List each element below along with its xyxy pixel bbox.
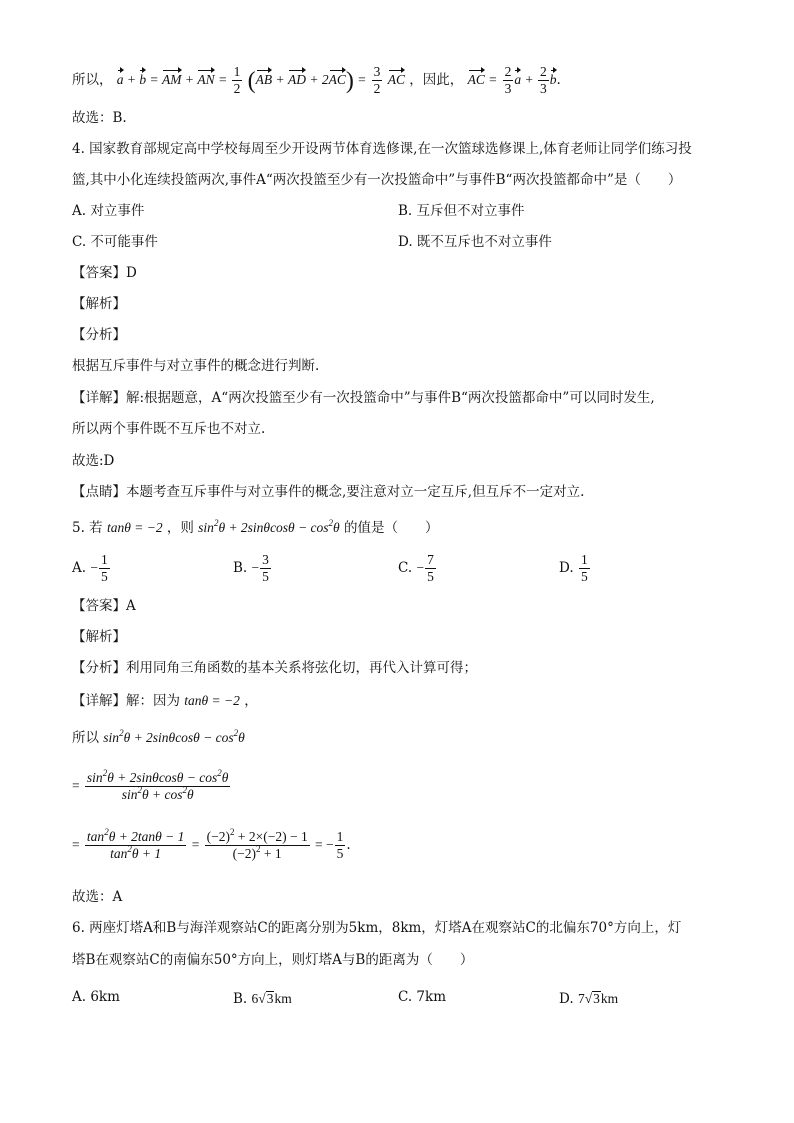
- q4-stem-line2: 篮,其中小化连续投篮两次,事件A“两次投篮至少有一次投篮命中”与事件B“两次投篮都命中”是（ ）: [72, 172, 682, 188]
- q5-stem-suffix: 的值是（ ）: [343, 520, 439, 536]
- q5-stem-prefix: 5. 若: [72, 520, 103, 536]
- q5-step1: = $\frac{\sin^2\theta + 2\sin\theta\cos\theta - \cos^2\theta}{\sin^2\theta + \cos^2\theta}$: [72, 768, 229, 802]
- q4-detail-line1: 【详解】解:根据题意，A“两次投篮至少有一次投篮命中”与事件B“两次投篮都命中”可以同时发生,: [72, 390, 655, 406]
- q5-final-frac: $\frac{1}{5}$: [336, 829, 344, 861]
- q5-stem-cond: tanθ = −2: [106, 520, 163, 535]
- q5-detail: 【详解】解：因为 tanθ = −2 ，: [72, 693, 258, 709]
- q4-option-c: C. 不可能事件: [72, 234, 158, 250]
- q3-frac-two-thirds-a: $\frac{2}{3}$: [504, 64, 512, 96]
- q3-frac-three-halves: $\frac{3}{2}$: [373, 64, 381, 96]
- q5-answer-label: 【答案】A: [72, 598, 136, 614]
- q5-choose: 故选：A: [72, 889, 123, 905]
- q4-detail-line2: 所以两个事件既不互斥也不对立.: [72, 421, 266, 437]
- q4-fenxi-label: 【分析】: [72, 327, 126, 343]
- q3-therefore: ，因此，: [409, 72, 464, 88]
- q5-so-line: 所以 $\sin^2\theta + 2\sin\theta\cos\theta - \cos^2\theta$: [72, 728, 245, 746]
- q4-answer-label: 【答案】D: [72, 265, 137, 281]
- q6-option-c: C. 7km: [398, 989, 447, 1005]
- q4-analysis-label: 【解析】: [72, 296, 126, 312]
- q5-step2: = $\frac{\tan^2\theta + 2\tan\theta - 1}{\tan^2\theta + 1}$ = $\frac{(-2)^2 + 2\times(-2) - 1}{(-2)^2 + 1}$ = − $\frac{1}{5}$ .: [72, 827, 351, 861]
- q3-result-lhs: AC =: [467, 72, 498, 87]
- q6-stem-line2: 塔B在观察站C的南偏东50°方向上，则灯塔A与B的距离为（ ）: [72, 952, 474, 968]
- q3-vector-ac: AC: [387, 72, 405, 87]
- q6-option-a: A. 6km: [72, 989, 120, 1005]
- q6-stem-line1: 6. 两座灯塔A和B与海洋观察站C的距离分别为5km，8km，灯塔A在观察站C的北偏东70°方向上，灯: [72, 920, 682, 936]
- q6-option-d: D. 7√3km: [559, 991, 619, 1007]
- q5-option-b: B. − $\frac{3}{5}$: [233, 552, 269, 584]
- q3-conclusion-line: 所以， a + b = AM + AN = $\frac{1}{2}$ (AB + AD + 2AC) = $\frac{3}{2}$ AC ，因此， AC = $\frac{2}{3}$ a + $\frac{2}{3}$ b.: [72, 64, 561, 96]
- q5-fenxi: 【分析】利用同角三角函数的基本关系将弦化切，再代入计算可得；: [72, 660, 477, 676]
- q3-bracket-expr: (AB + AD + 2AC) =: [247, 67, 367, 94]
- q3-answer: 故选：B.: [72, 110, 127, 126]
- q4-comment: 【点睛】本题考查互斥事件与对立事件的概念,要注意对立一定互斥,但互斥不一定对立.: [72, 484, 585, 500]
- q5-stem-mid: ，则: [166, 520, 194, 536]
- q5-option-d: D. $\frac{1}{5}$: [559, 552, 588, 584]
- q4-fenxi-text: 根据互斥事件与对立事件的概念进行判断.: [72, 358, 320, 374]
- q5-option-a: A. − $\frac{1}{5}$: [72, 552, 108, 584]
- q6-option-b: B. 6√3km: [233, 991, 292, 1007]
- q4-choose: 故选:D: [72, 453, 115, 469]
- q5-option-c: C. − $\frac{7}{5}$: [398, 552, 434, 584]
- q4-option-a: A. 对立事件: [72, 203, 145, 219]
- q4-option-b: B. 互斥但不对立事件: [398, 203, 525, 219]
- q3-vector-sum: a + b = AM + AN =: [116, 72, 231, 87]
- q5-analysis-label: 【解析】: [72, 629, 126, 645]
- q4-stem-line1: 4. 国家教育部规定高中学校每周至少开设两节体育选修课,在一次篮球选修课上,体育老师让同学们练习投: [72, 141, 692, 157]
- q3-prefix: 所以，: [72, 72, 113, 88]
- q3-frac-half: $\frac{1}{2}$: [233, 64, 241, 96]
- q5-stem-expr: $\sin^2\theta + 2\sin\theta\cos\theta - \cos^2\theta$: [198, 518, 340, 535]
- q5-stem: [72, 518, 439, 536]
- q3-frac-two-thirds-b: $\frac{2}{3}$: [540, 64, 547, 96]
- q4-option-d: D. 既不互斥也不对立事件: [398, 234, 552, 250]
